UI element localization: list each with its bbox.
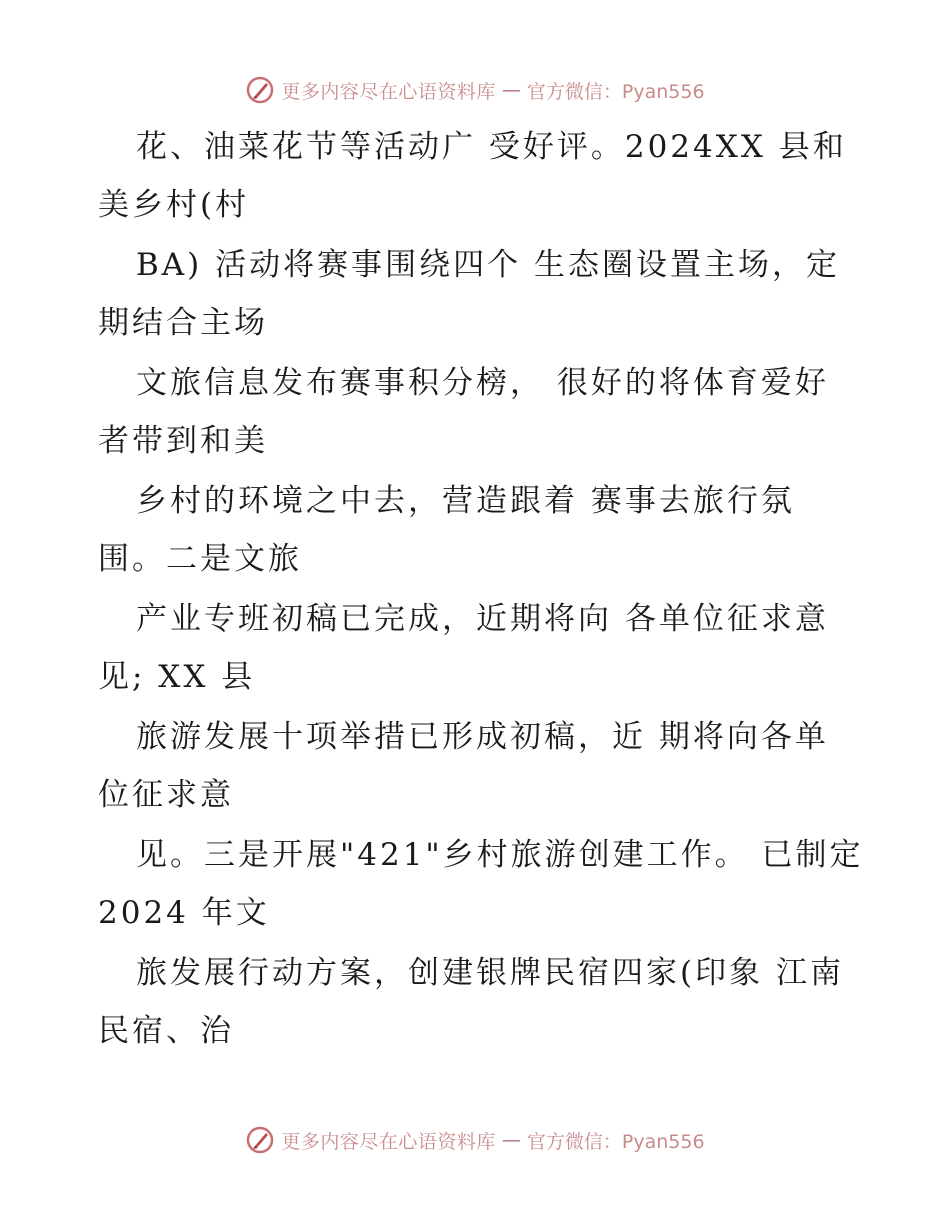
body-line: 2024 年文 <box>98 895 270 931</box>
body-line: 见; XX 县 <box>98 659 256 695</box>
body-line: 见。三是开展"421"乡村旅游创建工作。 已制定 <box>136 837 864 873</box>
watermark-text: 更多内容尽在心语资料库 <box>281 80 496 103</box>
watermark-text: 更多内容尽在心语资料库 <box>281 1130 496 1153</box>
quill-logo-icon <box>245 75 275 105</box>
body-line: BA) 活动将赛事围绕四个 生态圈设置主场，定 <box>136 247 840 283</box>
body-line: 期结合主场 <box>98 305 268 341</box>
body-line: 旅发展行动方案，创建银牌民宿四家(印象 江南 <box>136 955 844 991</box>
watermark-separator: — <box>501 1129 521 1151</box>
quill-logo-icon <box>245 1125 275 1155</box>
body-line: 者带到和美 <box>98 423 268 459</box>
header-watermark <box>0 70 950 110</box>
body-line: 美乡村(村 <box>98 187 250 223</box>
body-line: 围。二是文旅 <box>98 541 302 577</box>
body-line: 民宿、治 <box>98 1013 234 1049</box>
body-line: 乡村的环境之中去，营造跟着 赛事去旅行氛 <box>136 483 795 519</box>
body-line: 旅游发展十项举措已形成初稿，近 期将向各单 <box>136 719 829 755</box>
watermark-separator: — <box>501 79 521 101</box>
body-line: 文旅信息发布赛事积分榜， 很好的将体育爱好 <box>136 365 829 401</box>
body-line: 产业专班初稿已完成，近期将向 各单位征求意 <box>136 601 829 637</box>
footer-watermark <box>0 1120 950 1160</box>
body-line: 位征求意 <box>98 777 234 813</box>
watermark-contact: 官方微信：Pyan556 <box>526 1130 705 1153</box>
body-line: 花、油菜花节等活动广 受好评。2024XX 县和 <box>136 129 847 165</box>
watermark-contact: 官方微信：Pyan556 <box>526 80 705 103</box>
